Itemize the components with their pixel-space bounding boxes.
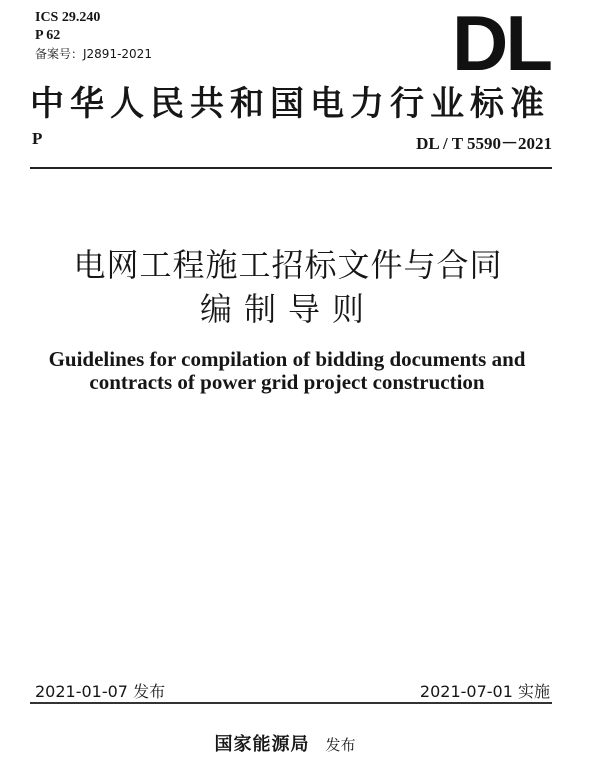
filing-number: 备案号：J2891-2021	[35, 47, 152, 61]
chinese-title-line-2: 编制导则	[199, 290, 376, 328]
class-code: P	[32, 129, 43, 148]
chinese-title-line-1: 电网工程施工招标文件与合同	[73, 246, 503, 284]
implementation-date: 2021-07-01 实施	[419, 682, 550, 701]
english-title-line-1: Guidelines for compilation of bidding documents and	[48, 347, 526, 371]
ccs-code: P 62	[35, 28, 61, 43]
issue-date: 2021-01-07 发布	[35, 682, 166, 701]
dl-logo: DL	[452, 0, 550, 87]
publisher-name: 国家能源局	[214, 734, 310, 755]
publisher-action: 发布	[325, 736, 356, 754]
classification-block	[35, 9, 152, 63]
standard-category-heading: 中华人民共和国电力行业标准	[30, 84, 550, 124]
ics-code: ICS 29.240	[35, 10, 101, 25]
publisher-line	[0, 730, 570, 756]
top-divider	[30, 167, 552, 169]
english-title-line-2: contracts of power grid project construction	[89, 370, 485, 394]
bottom-divider	[30, 702, 552, 704]
standard-number: DL / T 5590－2021	[416, 134, 552, 153]
